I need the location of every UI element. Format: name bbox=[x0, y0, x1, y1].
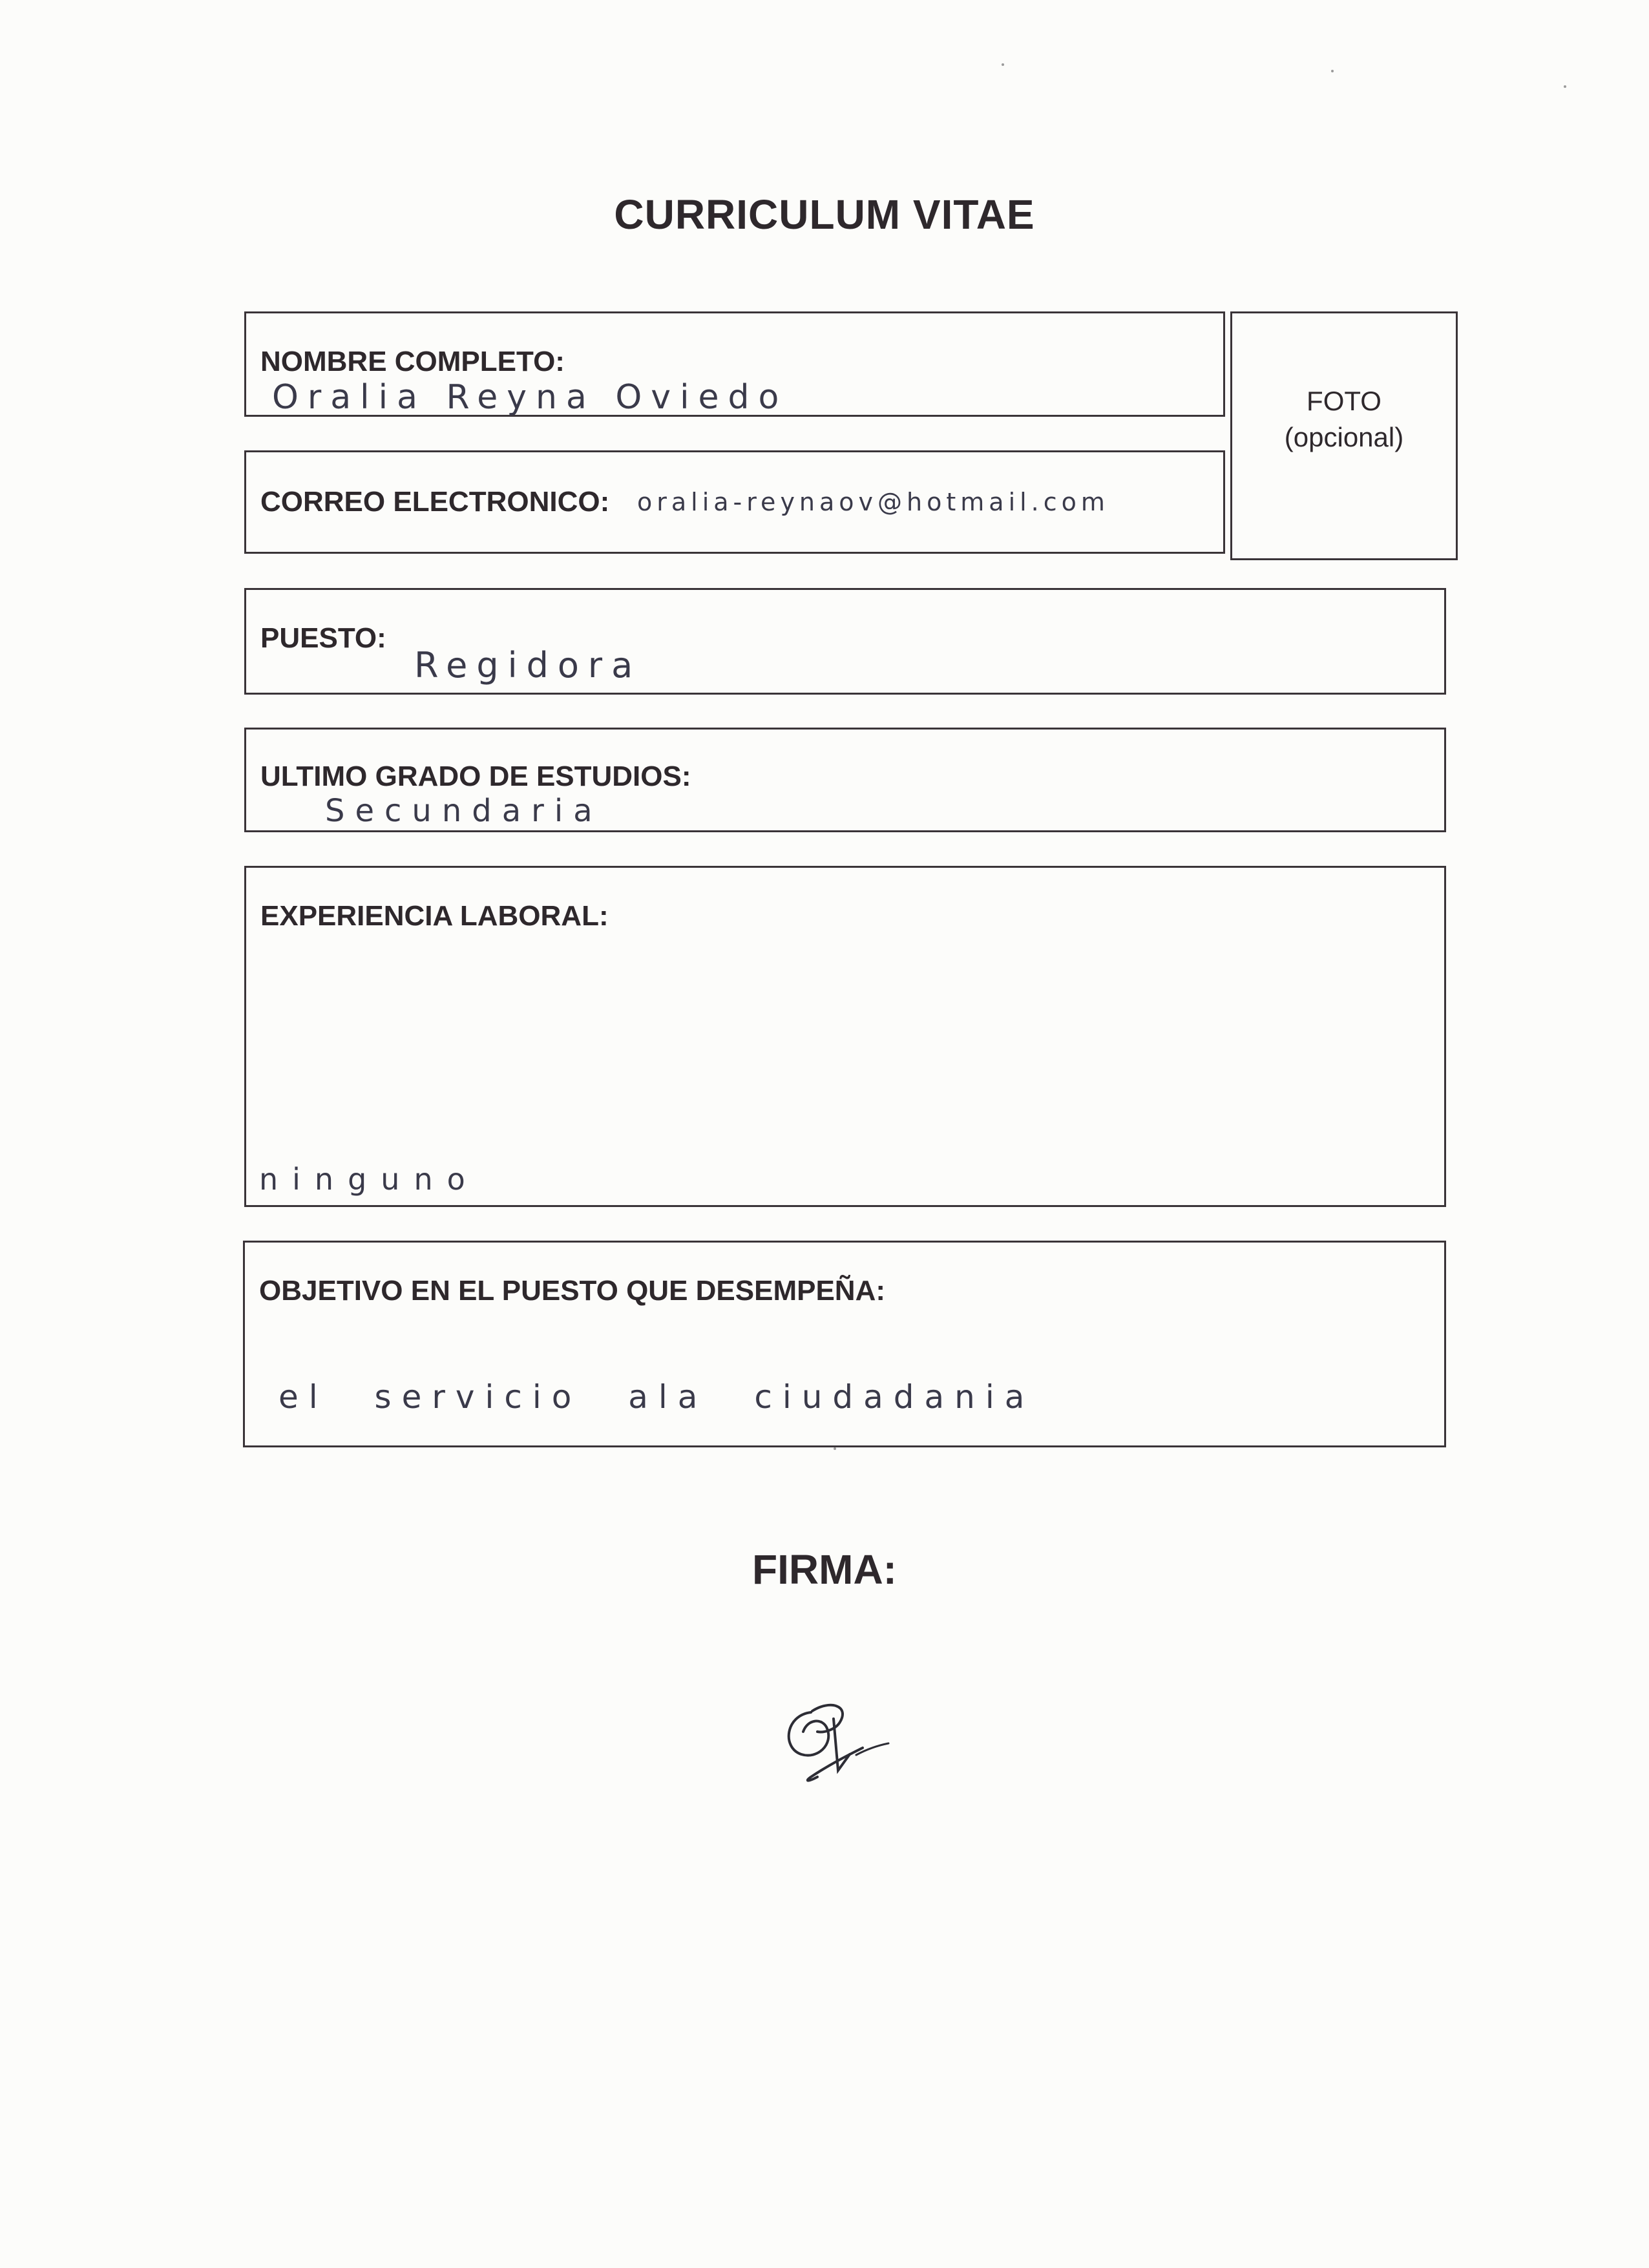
nombre-value: Oralia Reyna Oviedo bbox=[272, 378, 788, 417]
puesto-value: Regidora bbox=[414, 645, 642, 686]
correo-label: CORREO ELECTRONICO: bbox=[260, 486, 610, 518]
puesto-box bbox=[244, 588, 1446, 695]
foto-label: FOTO bbox=[1307, 386, 1381, 416]
scan-speck bbox=[1331, 70, 1334, 72]
puesto-label: PUESTO: bbox=[260, 622, 386, 654]
estudios-value: Secundaria bbox=[325, 793, 603, 829]
nombre-label: NOMBRE COMPLETO: bbox=[260, 346, 565, 377]
scan-speck bbox=[1002, 63, 1004, 66]
scan-speck bbox=[834, 1447, 836, 1450]
nombre-box bbox=[244, 311, 1225, 417]
experiencia-label: EXPERIENCIA LABORAL: bbox=[260, 900, 609, 932]
objetivo-box bbox=[243, 1241, 1446, 1447]
correo-box bbox=[244, 450, 1225, 554]
objetivo-label: OBJETIVO EN EL PUESTO QUE DESEMPEÑA: bbox=[259, 1275, 886, 1307]
foto-sublabel: (opcional) bbox=[1284, 422, 1404, 452]
objetivo-value: el servicio ala ciudadania bbox=[278, 1378, 1035, 1416]
foto-box bbox=[1230, 311, 1458, 560]
correo-value: oralia-reynaov@hotmail.com bbox=[637, 488, 1109, 516]
experiencia-value: ninguno bbox=[259, 1162, 479, 1197]
firma-label: FIRMA: bbox=[752, 1546, 897, 1593]
estudios-label: ULTIMO GRADO DE ESTUDIOS: bbox=[260, 761, 691, 792]
document-title: CURRICULUM VITAE bbox=[614, 191, 1035, 238]
signature-image bbox=[772, 1693, 895, 1809]
experiencia-box bbox=[244, 866, 1446, 1207]
estudios-box bbox=[244, 728, 1446, 832]
scan-speck bbox=[1564, 85, 1566, 88]
